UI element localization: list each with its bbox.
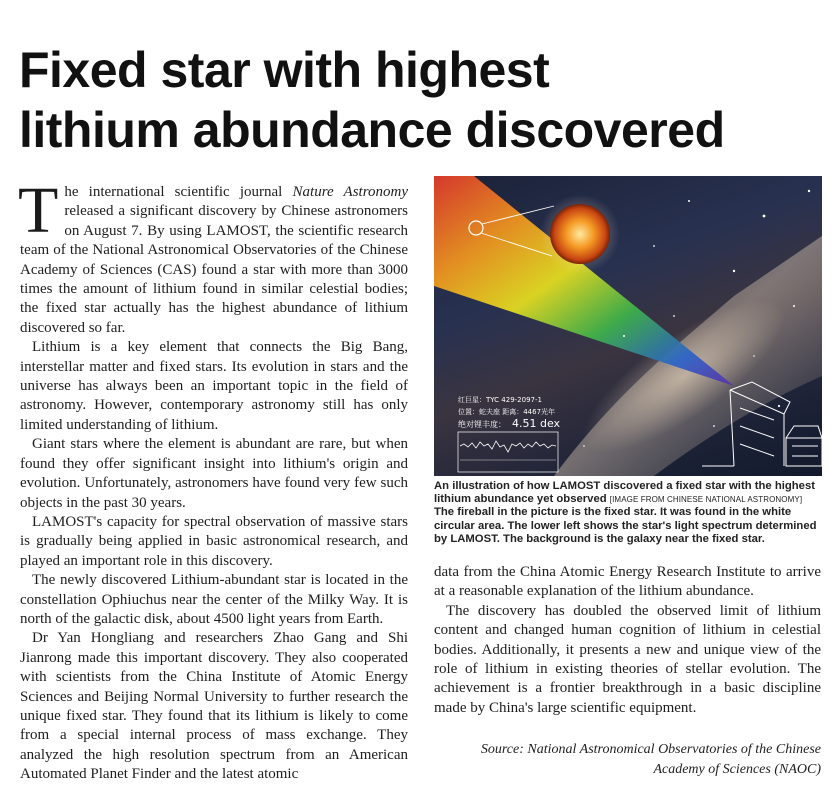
figure-caption (434, 480, 824, 546)
paragraph-6-continued: data from the China Atomic Energy Research Institute to arrive at a reasonable explanation of the lithium abundance. (434, 564, 821, 600)
star-name-label: 红巨星：TYC 429-2097-1 (458, 396, 542, 404)
lithium-abundance-value: 4.51 dex (512, 417, 561, 430)
paragraph-1-lead: he international scientific journal (64, 184, 293, 200)
paragraph-6: Dr Yan Hongliang and researchers Zhao Gang and Shi Jianrong made this important discovery. They also cooperated with scientists from the China Institute of Atomic Energy Sciences and Beijing Normal University to further research the unique fixed star. They found that its lithium is likely to come from a special internal process of mass exchange. They analyzed the high resolution spectrum from an American Automated Planet Finder and the latest atomic (20, 630, 408, 783)
caption-body: The fireball in the picture is the fixed star. It was found in the white circular area. The lower left shows the star's light spectrum determined by LAMOST. The background is the galaxy near the fixed star. (434, 506, 817, 545)
paragraph-2: Lithium is a key element that connects the Big Bang, interstellar matter and fixed stars. Its evolution in stars and the universe has always been an important topic in the field of astronomy. However, contemporary astronomy still has only limited understanding of lithium. (20, 339, 408, 433)
journal-name: Nature Astronomy (292, 184, 409, 200)
paragraph-3: Giant stars where the element is abundant are rare, but when found they offer significant insight into lithium's origin and evolution. Unfortunately, astronomers have found very few such objects in the past 30 years. (20, 436, 408, 511)
source-credit (434, 740, 821, 780)
drop-cap: T (18, 174, 59, 247)
source-line-1: Source: National Astronomical Observatories of the Chinese (480, 742, 821, 757)
headline-line-2: lithium abundance discovered (19, 102, 725, 158)
lithium-abundance-label: 绝对锂丰度： (458, 420, 506, 429)
image-credit: [IMAGE FROM CHINESE NATIONAL ASTRONOMY] (609, 495, 803, 505)
spectrum-plot (458, 432, 558, 472)
paragraph-5: The newly discovered Lithium-abundant star is located in the constellation Ophiuchus near the center of the Milky Way. It is north of the galactic disk, about 4500 light years from Earth. (20, 572, 408, 627)
headline-line-1: Fixed star with highest (19, 42, 550, 98)
paragraph-1-rest: released a significant discovery by Chinese astronomers on August 7. By using LAMOST, the scientific research team of the National Astronomical Observatories of the Chinese Academy of Sciences (CAS) found a star with more than 3000 times the amount of lithium found in similar celestial bodies; the fixed star actually has the highest abundance of lithium discovered so far. (20, 203, 408, 336)
illustration-figure (434, 176, 822, 476)
paragraph-1 (18, 174, 409, 338)
article-column-right (434, 563, 821, 718)
galaxy-illustration (434, 176, 822, 476)
article-column-left (18, 174, 409, 785)
paragraph-4: LAMOST's capacity for spectral observation of massive stars is gradually being applied in basic astronomical research, and played an important role in this discovery. (20, 513, 408, 569)
caption-title: An illustration of how LAMOST discovered a fixed star with the highest lithium abundance yet observed (434, 480, 815, 506)
paragraph-7: The discovery has doubled the observed limit of lithium content and changed human cognition of lithium in celestial bodies. Additionally, it presents a new and unique view of the role of lithium in existing theories of stellar evolution. The achievement is a frontier breakthrough in a basic discipline made by China's large scientific equipment. (434, 602, 821, 716)
headline (19, 40, 819, 160)
star-position-label: 位置：蛇夫座 距离：4467光年 (458, 408, 556, 416)
fixed-star-fireball (550, 204, 610, 264)
source-line-2: Academy of Sciences (NAOC) (653, 762, 821, 777)
